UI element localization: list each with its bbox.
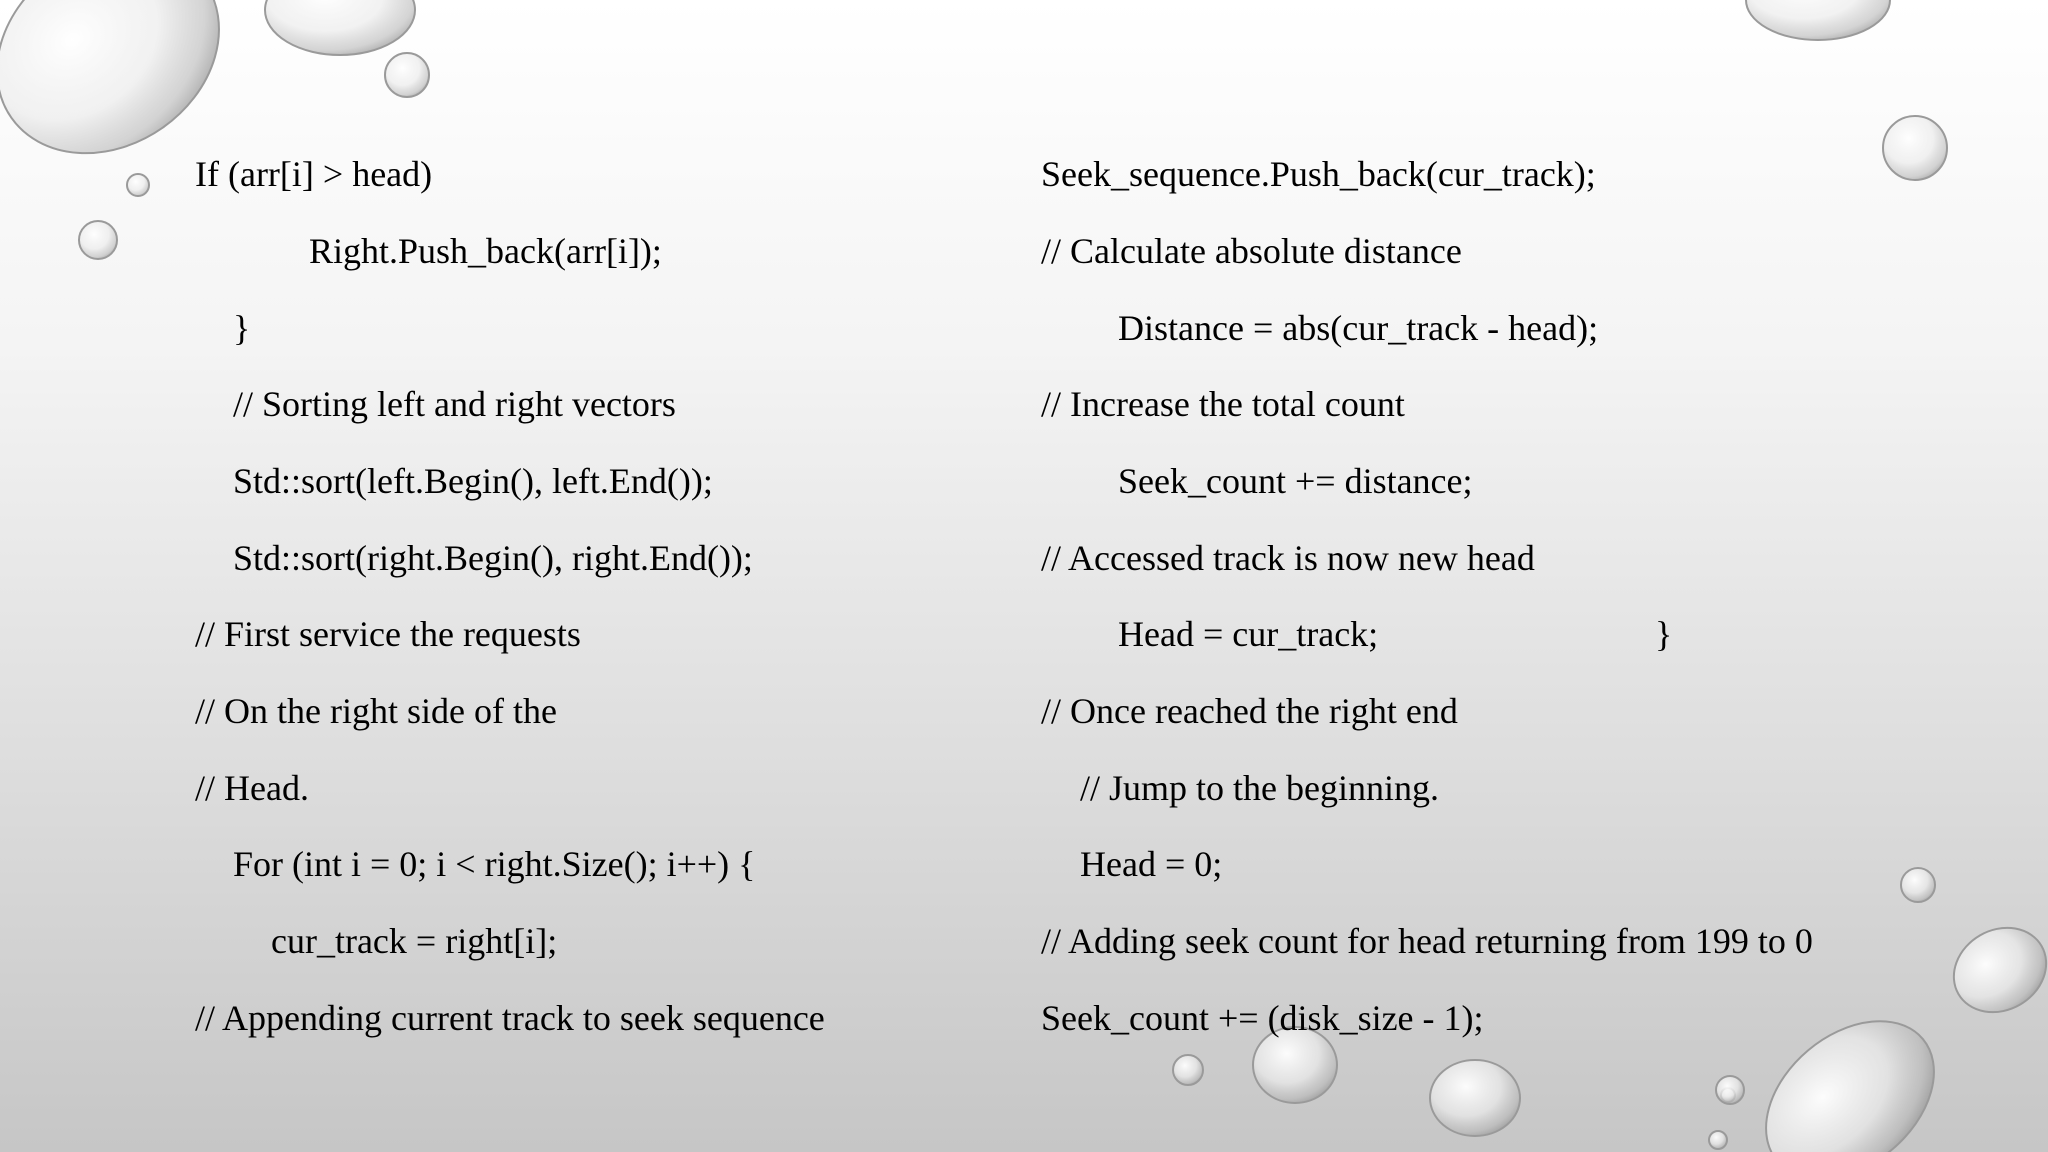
code-line: // Head. [195, 768, 309, 808]
code-line: // First service the requests [195, 614, 581, 654]
code-line: // Sorting left and right vectors [233, 384, 676, 424]
water-drop-icon [127, 174, 149, 196]
code-line: } [233, 308, 251, 348]
water-drop-icon [265, 0, 415, 55]
water-drop-icon [1938, 911, 2048, 1028]
code-line: // Adding seek count for head returning from 199 to 0 [1041, 921, 1813, 961]
code-line: Seek_count += distance; [1118, 461, 1473, 501]
water-drop-icon [1735, 989, 1964, 1152]
code-line: // Jump to the beginning. [1080, 768, 1439, 808]
code-line: Right.Push_back(arr[i]); [309, 231, 662, 271]
code-line: // Calculate absolute distance [1041, 231, 1462, 271]
water-drop-icon [1173, 1055, 1203, 1085]
code-line: Std::sort(left.Begin(), left.End()); [233, 461, 713, 501]
closing-brace: } [1655, 614, 1673, 654]
code-line: Head = cur_track; [1118, 614, 1379, 654]
code-line: For (int i = 0; i < right.Size(); i++) { [233, 844, 756, 884]
code-line: If (arr[i] > head) [195, 154, 433, 194]
code-line: Head = 0; [1080, 844, 1223, 884]
code-line: Distance = abs(cur_track - head); [1118, 308, 1599, 348]
code-line: Seek_count += (disk_size - 1); [1041, 998, 1484, 1038]
code-line: // Accessed track is now new head [1041, 538, 1535, 578]
water-drop-icon [1883, 116, 1947, 180]
code-line: Std::sort(right.Begin(), right.End()); [233, 538, 753, 578]
water-drop-icon [1746, 0, 1890, 40]
code-line: cur_track = right[i]; [271, 921, 558, 961]
water-drop-icon [1430, 1060, 1520, 1136]
code-line: // Once reached the right end [1041, 691, 1458, 731]
water-drop-icon [385, 53, 429, 97]
water-drop-icon [79, 221, 117, 259]
code-line: // On the right side of the [195, 691, 557, 731]
code-line: // Appending current track to seek sequence [195, 998, 825, 1038]
code-line: Seek_sequence.Push_back(cur_track); [1041, 154, 1596, 194]
water-drop-icon [1716, 1076, 1744, 1104]
water-drop-icon [1901, 868, 1935, 902]
water-drop-icon [1709, 1131, 1727, 1149]
code-line: // Increase the total count [1041, 384, 1405, 424]
